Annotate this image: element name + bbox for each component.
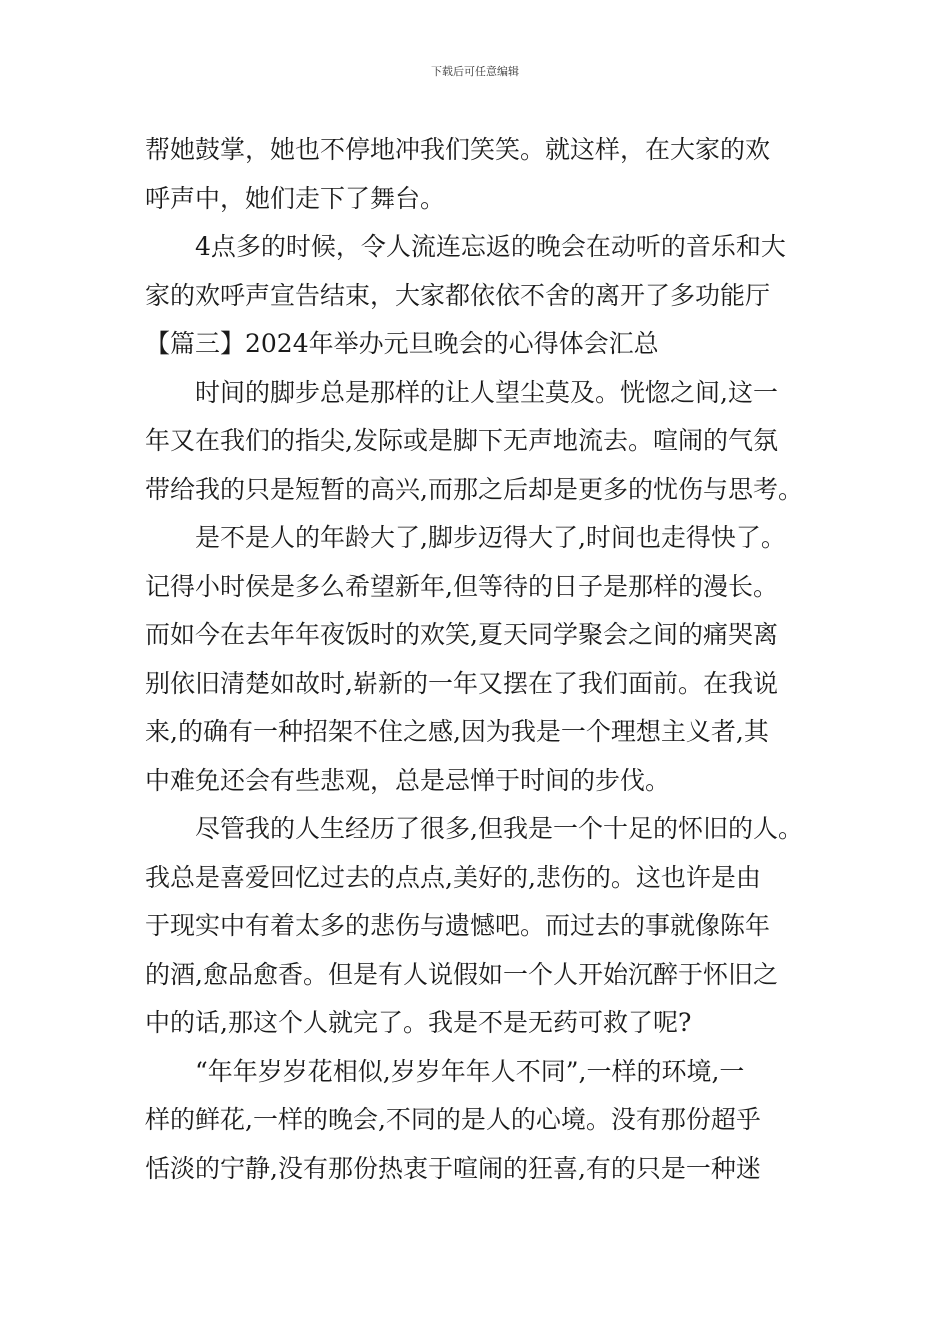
text-line: 中难免还会有些悲观，总是忌惮于时间的步伐。 [145,765,671,795]
text-line: 帮她鼓掌，她也不停地冲我们笑笑。就这样，在大家的欢 [145,135,771,164]
text-line: 样的鲜花,一样的晚会,不同的是人的心境。没有那份超乎 [145,1105,761,1134]
text-line: 于现实中有着太多的悲伤与遗憾吧。而过去的事就像陈年 [145,911,771,940]
text-line: 是不是人的年龄大了,脚步迈得大了,时间也走得快了。 [195,523,786,552]
text-line: 时间的脚步总是那样的让人望尘莫及。恍惚之间,这一 [195,377,778,407]
text-line: 的酒,愈品愈香。但是有人说假如一个人开始沉醉于怀旧之 [145,959,778,989]
text-line: 【篇三】2024年举办元旦晚会的心得体会汇总 [145,329,659,358]
text-line: 年又在我们的指尖,发际或是脚下无声地流去。喧闹的气氛 [145,426,778,455]
text-line: 家的欢呼声宣告结束，大家都依依不舍的离开了多功能厅 [145,280,771,310]
document-body [145,126,815,1193]
text-line: 记得小时侯是多么希望新年,但等待的日子是那样的漫长。 [145,571,778,601]
text-line: 呼声中，她们走下了舞台。 [145,183,446,213]
text-line: 来,的确有一种招架不住之感,因为我是一个理想主义者,其 [145,717,769,746]
text-line: 恬淡的宁静,没有那份热衷于喧闹的狂喜,有的只是一种迷 [145,1153,761,1183]
text-line: “年年岁岁花相似,岁岁年年人不同”,一样的环境,一 [195,1056,745,1086]
text-line: 带给我的只是短暂的高兴,而那之后却是更多的忧伤与思考。 [145,474,803,504]
text-line: 别依旧清楚如故时,崭新的一年又摆在了我们面前。在我说 [145,668,778,698]
text-line: 尽管我的人生经历了很多,但我是一个十足的怀旧的人。 [195,814,803,843]
text-line: 中的话,那这个人就完了。我是不是无药可救了呢? [145,1008,692,1037]
page-header: 下载后可任意编辑 [431,65,519,78]
text-line: 而如今在去年年夜饭时的欢笑,夏天同学聚会之间的痛哭离 [145,620,778,649]
text-line: 4点多的时候，令人流连忘返的晚会在动听的音乐和大 [195,232,786,261]
text-line: 我总是喜爱回忆过去的点点,美好的,悲伤的。这也许是由 [145,862,761,892]
